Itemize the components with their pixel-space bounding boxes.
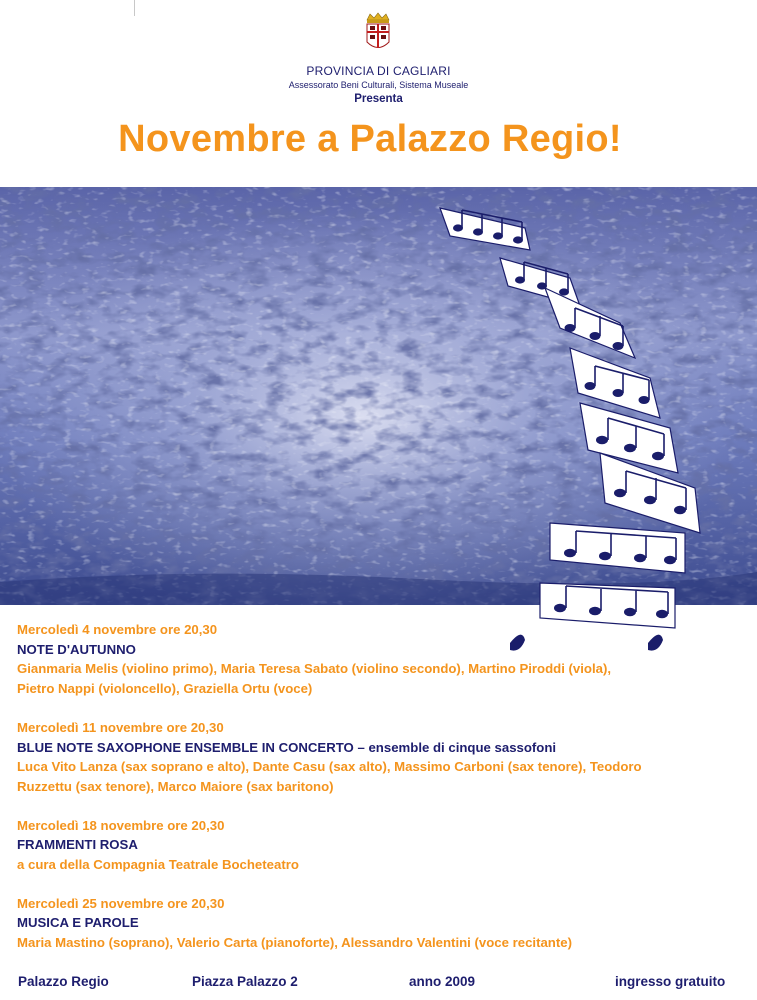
footer-address: Piazza Palazzo 2 [192,974,298,989]
music-notes-illustration [430,188,720,658]
footer-year: anno 2009 [409,974,476,989]
event-name: BLUE NOTE SAXOPHONE ENSEMBLE IN CONCERTO [17,739,354,755]
event-1 [17,620,747,699]
poster-title: Novembre a Palazzo Regio! [118,118,622,160]
event-subtitle: – ensemble di cinque sassofoni [353,739,557,755]
footer-venue: Palazzo Regio [18,974,109,989]
footer [18,974,738,994]
event-name: MUSICA E PAROLE [17,915,139,931]
event-date: Mercoledì 4 novembre ore 20,30 [17,622,218,637]
footer-admission: ingresso gratuito [615,974,726,989]
event-performers: Pietro Nappi (violoncello), Graziella Ortu (voce) [17,681,313,697]
organization-name: PROVINCIA DI CAGLIARI [306,64,451,78]
events-list [17,620,747,972]
event-4 [17,894,747,953]
event-performers: a cura della Compagnia Teatrale Bocheteatro [17,857,299,873]
event-performers: Ruzzettu (sax tenore), Marco Maiore (sax baritono) [17,778,334,794]
event-performers: Maria Mastino (soprano), Valerio Carta (pianoforte), Alessandro Valentini (voce recitante) [17,935,572,951]
event-performers: Gianmaria Melis (violino primo), Maria Teresa Sabato (violino secondo), Martino Piroddi (viola), [17,661,612,677]
crop-mark [134,0,135,16]
event-2 [17,718,747,797]
presents-label: Presenta [354,93,403,105]
event-3 [17,816,747,875]
department-name: Assessorato Beni Culturali, Sistema Museale [288,80,469,90]
event-name: NOTE D'AUTUNNO [17,641,136,657]
event-date: Mercoledì 11 novembre ore 20,30 [17,719,224,735]
event-date: Mercoledì 25 novembre ore 20,30 [17,895,225,911]
event-name: FRAMMENTI ROSA [17,837,138,853]
event-date: Mercoledì 18 novembre ore 20,30 [17,817,225,833]
event-performers: Luca Vito Lanza (sax soprano e alto), Dante Casu (sax alto), Massimo Carboni (sax tenore), Teodoro [17,759,642,775]
coat-of-arms-icon [363,12,393,54]
